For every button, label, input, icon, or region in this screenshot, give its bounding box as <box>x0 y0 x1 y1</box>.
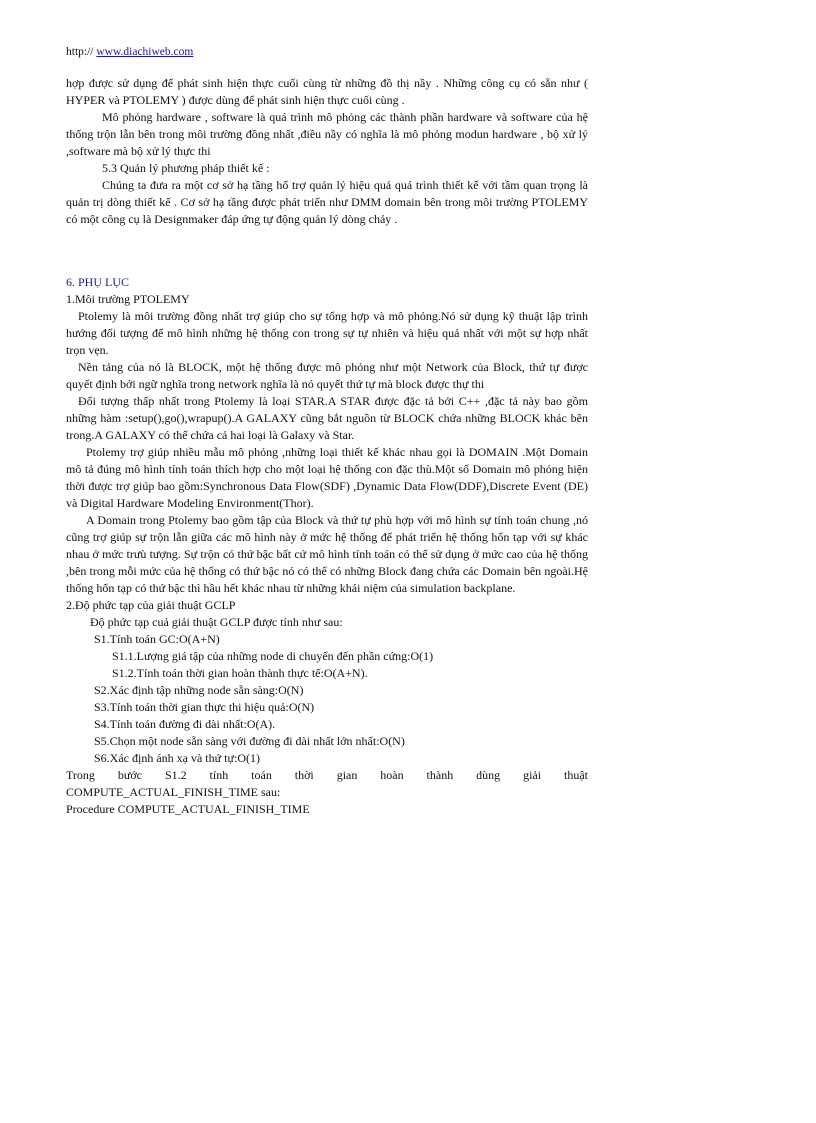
paragraph: Trong bước S1.2 tính toán thời gian hoàn thành dùng giải thuật <box>66 768 588 782</box>
list-item: S3.Tính toán thời gian thực thi hiệu quả:O(N) <box>94 700 315 714</box>
paragraph: hợp được sử dụng để phát sinh hiện thực cuối cùng từ những đồ thị nầy . Những công cụ có sẵn như ( HYPER và PTOLEMY ) được dùng để phát sinh hiện thực cuối cùng . <box>66 76 588 107</box>
list-intro: Độ phức tạp cuả giải thuật GCLP được tính như sau: <box>90 615 343 629</box>
paragraph: A Domain trong Ptolemy bao gồm tập của Block và thứ tự phù hợp với mô hình sự tính toán chung ,nó cũng trợ giúp sự trộn lẫn giữa các mô hình này ở mức hệ thống để phát triển hệ thống hổn tạp với sự khác nhau ở mức trưù tượng. Sự trộn có thứ bậc bất cứ mô hình tính toán có thể sử dụng ở mức cao của hệ thống ,bên trong mỗi mức của hệ thống có thứ bậc nó có thể có những Block đang chứa các Domain bên ngoài.Hệ thống hổn tạp có thứ bậc thì hầu hết khác nhau từ những khái niệm của simulation backplane. <box>66 513 588 595</box>
subsection-heading: 2.Độ phức tạp của giải thuật GCLP <box>66 598 236 612</box>
section-heading: 6. PHỤ LỤC <box>66 275 130 289</box>
list-item: S4.Tính toán đường đi dài nhất:O(A). <box>94 717 276 731</box>
url-prefix: http:// <box>66 46 97 58</box>
list-item: S2.Xác định tập những node sẵn sàng:O(N) <box>94 683 304 697</box>
list-item: S1.Tính toán GC:O(A+N) <box>94 632 220 646</box>
list-item: S1.2.Tính toán thời gian hoàn thành thực tế:O(A+N). <box>112 666 368 680</box>
subsection-heading: 1.Môi trường PTOLEMY <box>66 292 190 306</box>
paragraph: COMPUTE_ACTUAL_FINISH_TIME sau: <box>66 785 281 799</box>
paragraph: Ptolemy trợ giúp nhiều mẫu mô phỏng ,những loại thiết kế khác nhau gọi là DOMAIN .Một Domain mô tả đúng mô hình tính toán thích hợp cho một loại hệ thống con đặc thù.Một số Domain mô phỏng hiện thời được trợ giúp bao gồm:Synchronous Data Flow(SDF) ,Dynamic Data Flow(DDF),Discrete Event (DE) và Digital Hardware Modeling Environment(Thor). <box>66 445 588 510</box>
paragraph: Đối tượng thấp nhất trong Ptolemy là loại STAR.A STAR được đặc tả bởi C++ ,đặc tả này bao gồm những hàm :setup(),go(),wrapup().A GALAXY cũng bắt nguồn từ BLOCK chứa những BLOCK khác bên trong.A GALAXY có thể chứa cả hai loại là Galaxy và Star. <box>66 394 588 442</box>
website-link[interactable]: www.diachiweb.com <box>96 46 194 58</box>
paragraph: Ptolemy là môi trường đồng nhất trợ giúp cho sự tổng hợp và mô phỏng.Nó sử dụng kỹ thuật lập trình hướng đối tượng để mô hình những hệ thống con trong sự tự nhiên và hiệu quả nhất với một sự hợp nhất trọn vẹn. <box>66 309 588 357</box>
paragraph: Nền tảng của nó là BLOCK, một hệ thống được mô phỏng như một Network của Block, thứ tự được quyết định bởi ngữ nghĩa trong network nghĩa là nó quyết thứ tự mà block được thự thi <box>66 360 588 391</box>
list-item: S1.1.Lượng giá tập của những node di chuyển đến phần cứng:O(1) <box>112 649 434 663</box>
procedure-line: Procedure COMPUTE_ACTUAL_FINISH_TIME <box>66 802 310 816</box>
paragraph: Mô phỏng hardware , software là quá trình mô phỏng các thành phần hardware và software của hệ thống trộn lẫn bên trong môi trường đồng nhất ,điều nầy có nghĩa là mô phỏng modun hardware , bộ xử lý ,software mà bộ xử lý thực thi <box>66 110 588 158</box>
appendix-section <box>66 274 588 818</box>
page-header <box>66 44 193 61</box>
list-item: S6.Xác định ánh xạ và thứ tự:O(1) <box>94 751 260 765</box>
top-section <box>66 75 588 228</box>
list-item: S5.Chọn một node sẵn sàng với đường đi dài nhất lớn nhất:O(N) <box>94 734 405 748</box>
paragraph: Chúng ta đưa ra một cơ sở hạ tầng hổ trợ quản lý hiệu quả quá trình thiết kế với tầm quan trọng là quản trị dòng thiết kế . Cơ sở hạ tầng được phát triển như DMM domain bên trong môi trường PTOLEMY có một công cụ là Designmaker đáp ứng tự động quản lý dòng chảy . <box>66 178 588 226</box>
subsection-heading: 5.3 Quản lý phương pháp thiết kế : <box>102 161 270 175</box>
